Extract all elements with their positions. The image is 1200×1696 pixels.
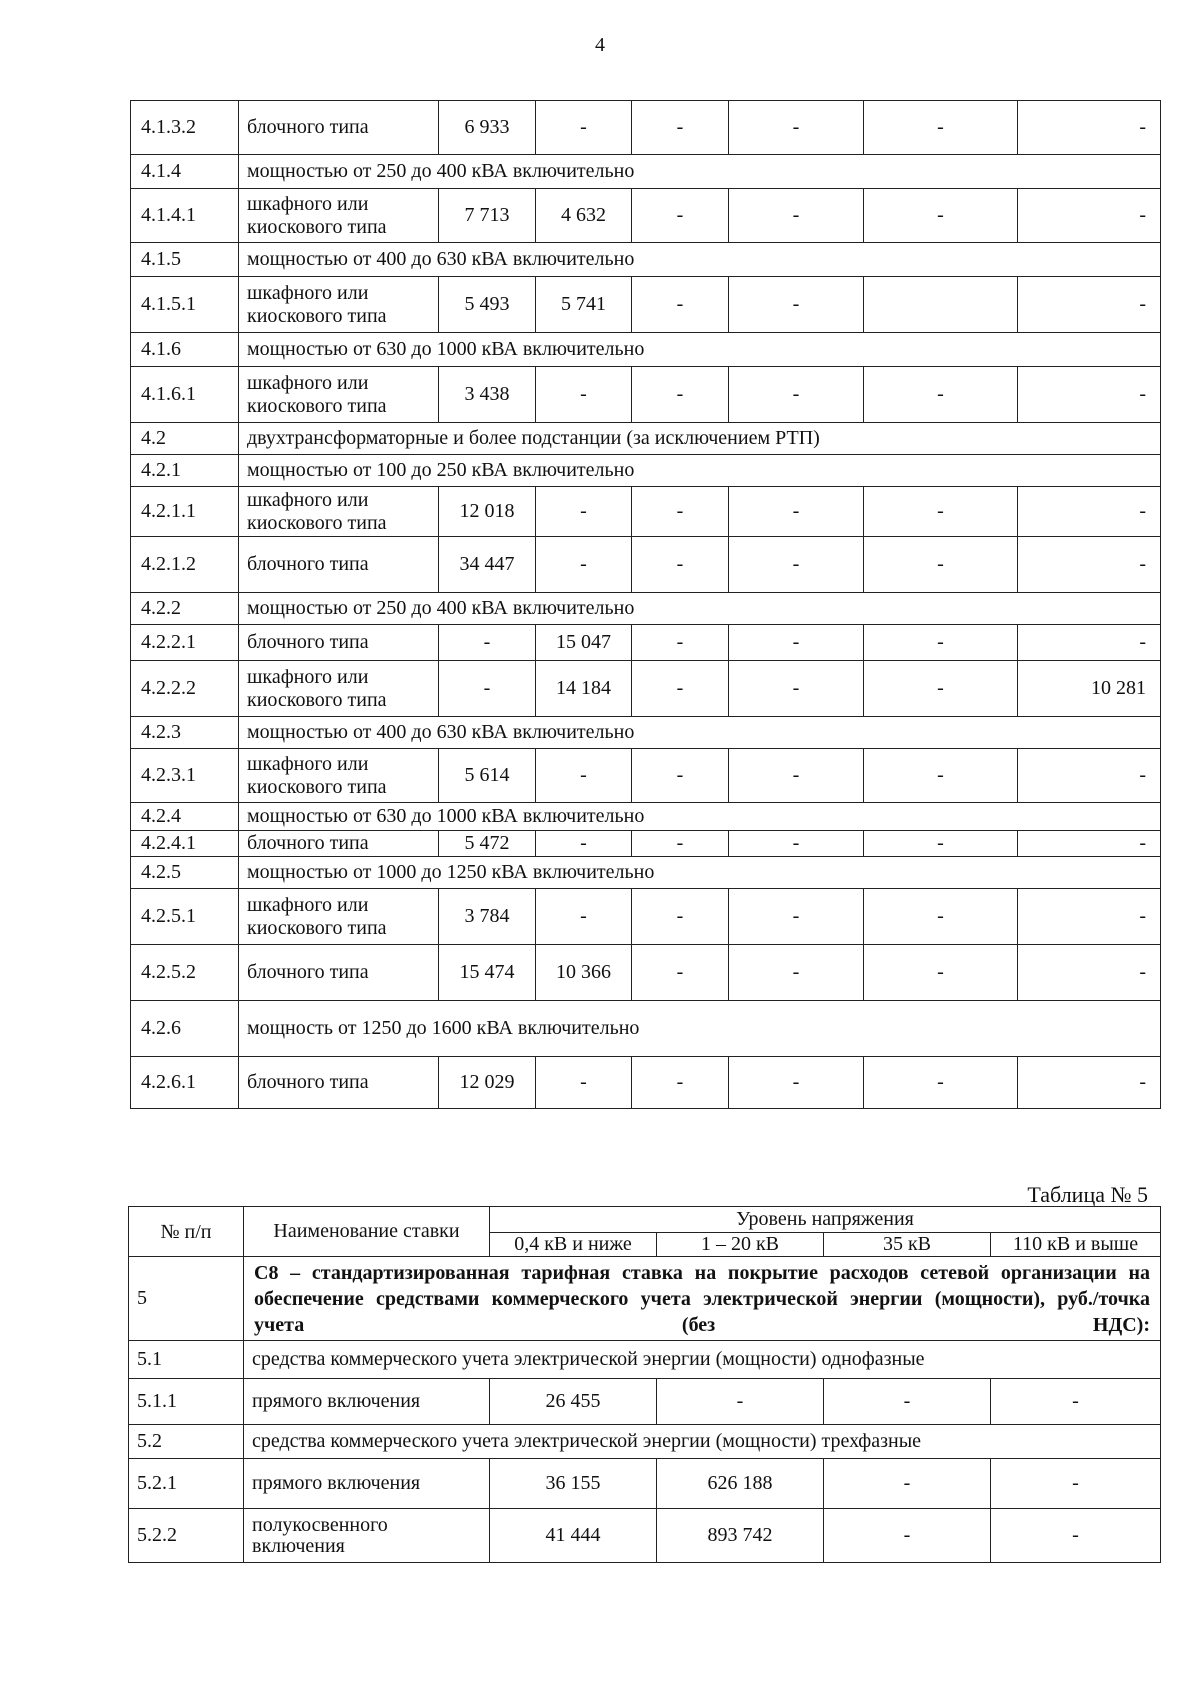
row-code: 4.2.4: [131, 803, 239, 831]
table-row: [131, 945, 1161, 1001]
row-name: блочного типа: [239, 945, 439, 1001]
rate-value: 5 472: [439, 831, 536, 857]
rate-value: -: [1018, 367, 1161, 423]
header-level: 1 – 20 кВ: [657, 1233, 824, 1257]
row-code: 4.2.6: [131, 1001, 239, 1057]
header-rate-name: Наименование ставки: [244, 1207, 490, 1257]
rate-description: С8 – стандартизированная тарифная ставка на покрытие расходов сетевой организации на обеспечение средствами коммерческого учета электрической энергии (мощности), руб./точка учета (без НДС):: [244, 1257, 1161, 1341]
rate-value: -: [729, 945, 864, 1001]
rate-value: -: [1018, 749, 1161, 803]
table-row: [129, 1379, 1161, 1425]
section-row: [131, 243, 1161, 277]
table-row: [131, 189, 1161, 243]
rate-value: -: [632, 537, 729, 593]
section-row: [131, 593, 1161, 625]
rate-value: -: [632, 625, 729, 661]
table-row: [131, 749, 1161, 803]
rate-value: -: [729, 831, 864, 857]
table-row: [131, 277, 1161, 333]
rate-value: -: [1018, 189, 1161, 243]
row-name: шкафного или киоскового типа: [239, 487, 439, 537]
table-row: [131, 831, 1161, 857]
rate-value: -: [632, 749, 729, 803]
row-code: 4.1.5.1: [131, 277, 239, 333]
rate-value: -: [864, 889, 1018, 945]
rate-value: 26 455: [490, 1379, 657, 1425]
row-name: блочного типа: [239, 831, 439, 857]
rate-value: -: [536, 749, 632, 803]
rate-value: -: [991, 1509, 1161, 1563]
rate-value: -: [864, 625, 1018, 661]
section-title: средства коммерческого учета электрической энергии (мощности) однофазные: [244, 1341, 1161, 1379]
section-row: [131, 803, 1161, 831]
row-name: блочного типа: [239, 101, 439, 155]
row-code: 4.2: [131, 423, 239, 455]
header-number-label: № п/п: [160, 1220, 212, 1243]
rate-value: -: [632, 945, 729, 1001]
section-title: мощностью от 400 до 630 кВА включительно: [239, 717, 1161, 749]
row-name: прямого включения: [244, 1379, 490, 1425]
row-code: 5.2.1: [129, 1459, 244, 1509]
rate-value: -: [864, 189, 1018, 243]
rate-value: -: [864, 1057, 1018, 1109]
rate-value: -: [729, 367, 864, 423]
table-row: [129, 1509, 1161, 1563]
row-code: 4.2.4.1: [131, 831, 239, 857]
rate-value: -: [864, 367, 1018, 423]
row-code: 4.2.1.2: [131, 537, 239, 593]
page-number: 4: [595, 34, 605, 56]
section-title: средства коммерческого учета электрической энергии (мощности) трехфазные: [244, 1425, 1161, 1459]
rate-value: -: [729, 1057, 864, 1109]
section-row: [131, 1001, 1161, 1057]
row-name: блочного типа: [239, 1057, 439, 1109]
section-row: [131, 455, 1161, 487]
section-row: [129, 1341, 1161, 1379]
rate-value: -: [632, 889, 729, 945]
rate-value: -: [991, 1459, 1161, 1509]
rate-value: -: [864, 101, 1018, 155]
row-code: 4.2.2.1: [131, 625, 239, 661]
table-row: [131, 625, 1161, 661]
meter-rate-table: [128, 1206, 1161, 1563]
section-row: [131, 333, 1161, 367]
rate-value: -: [864, 945, 1018, 1001]
row-code: 5.1.1: [129, 1379, 244, 1425]
section-title: мощностью от 250 до 400 кВА включительно: [239, 593, 1161, 625]
row-name: шкафного или киоскового типа: [239, 889, 439, 945]
rate-value: -: [824, 1509, 991, 1563]
rate-value: 36 155: [490, 1459, 657, 1509]
rate-value: -: [729, 101, 864, 155]
rate-value: -: [824, 1379, 991, 1425]
section-title: двухтрансформаторные и более подстанции (за исключением РТП): [239, 423, 1161, 455]
rate-value: -: [632, 101, 729, 155]
header-voltage-level: Уровень напряжения: [490, 1207, 1161, 1233]
section-row: [131, 423, 1161, 455]
header-level: 35 кВ: [824, 1233, 991, 1257]
rate-value: -: [632, 1057, 729, 1109]
rate-value: -: [729, 749, 864, 803]
row-name: прямого включения: [244, 1459, 490, 1509]
rate-value: -: [864, 749, 1018, 803]
rate-value: [864, 277, 1018, 333]
rate-value: 7 713: [439, 189, 536, 243]
rate-value: 10 281: [1018, 661, 1161, 717]
table-row: [131, 1057, 1161, 1109]
row-code: 4.2.3: [131, 717, 239, 749]
rate-value: -: [1018, 537, 1161, 593]
rate-value: -: [536, 831, 632, 857]
section-title: мощностью от 250 до 400 кВА включительно: [239, 155, 1161, 189]
rate-value: 893 742: [657, 1509, 824, 1563]
rate-value: -: [991, 1379, 1161, 1425]
rate-value: 4 632: [536, 189, 632, 243]
section-title: мощность от 1250 до 1600 кВА включительно: [239, 1001, 1161, 1057]
table-row: [131, 661, 1161, 717]
section-row: [129, 1425, 1161, 1459]
table-row: [131, 537, 1161, 593]
rate-value: -: [632, 367, 729, 423]
header-level: 0,4 кВ и ниже: [490, 1233, 657, 1257]
row-code: 4.2.5.2: [131, 945, 239, 1001]
row-code: 4.2.6.1: [131, 1057, 239, 1109]
table-row: [131, 101, 1161, 155]
rate-value: 41 444: [490, 1509, 657, 1563]
rate-value: -: [536, 537, 632, 593]
rate-value: 6 933: [439, 101, 536, 155]
rate-value: -: [1018, 831, 1161, 857]
section-title: мощностью от 1000 до 1250 кВА включительно: [239, 857, 1161, 889]
table-row: [131, 367, 1161, 423]
table-row: [129, 1459, 1161, 1509]
rate-value: -: [1018, 625, 1161, 661]
row-code: 5.2: [129, 1425, 244, 1459]
row-code: 5.1: [129, 1341, 244, 1379]
rate-value: 626 188: [657, 1459, 824, 1509]
rate-value: -: [729, 661, 864, 717]
rate-value: -: [536, 1057, 632, 1109]
row-code: 4.2.2.2: [131, 661, 239, 717]
rate-value: 14 184: [536, 661, 632, 717]
rate-value: -: [1018, 487, 1161, 537]
row-name: шкафного или киоскового типа: [239, 277, 439, 333]
row-code: 4.2.1.1: [131, 487, 239, 537]
rate-value: 3 438: [439, 367, 536, 423]
row-name: шкафного или киоскового типа: [239, 661, 439, 717]
row-code: 5.2.2: [129, 1509, 244, 1563]
rate-value: 5 741: [536, 277, 632, 333]
row-code: 4.1.6: [131, 333, 239, 367]
rate-value: -: [729, 189, 864, 243]
rate-value: -: [439, 661, 536, 717]
rate-value: -: [1018, 277, 1161, 333]
rate-value: -: [632, 189, 729, 243]
row-code: 4.2.1: [131, 455, 239, 487]
row-code: 5: [129, 1257, 244, 1341]
tariff-table-continued: [130, 100, 1161, 1109]
rate-value: -: [439, 625, 536, 661]
table-caption: Таблица № 5: [1027, 1182, 1148, 1207]
rate-value: 10 366: [536, 945, 632, 1001]
row-name: шкафного или киоскового типа: [239, 749, 439, 803]
section-title: мощностью от 100 до 250 кВА включительно: [239, 455, 1161, 487]
rate-value: 12 018: [439, 487, 536, 537]
row-code: 4.2.5: [131, 857, 239, 889]
rate-value: -: [864, 537, 1018, 593]
rate-value: -: [536, 889, 632, 945]
rate-value: -: [536, 367, 632, 423]
header-row-number: [129, 1207, 244, 1257]
row-code: 4.2.3.1: [131, 749, 239, 803]
rate-value: -: [632, 661, 729, 717]
rate-value: 5 493: [439, 277, 536, 333]
rate-value: -: [729, 889, 864, 945]
rate-value: 3 784: [439, 889, 536, 945]
rate-value: -: [729, 625, 864, 661]
section-title: мощностью от 400 до 630 кВА включительно: [239, 243, 1161, 277]
section-row: [129, 1257, 1161, 1341]
rate-value: -: [864, 661, 1018, 717]
rate-value: -: [632, 487, 729, 537]
rate-value: -: [864, 487, 1018, 537]
row-name: полукосвенного включения: [244, 1509, 490, 1563]
row-code: 4.1.6.1: [131, 367, 239, 423]
rate-value: -: [824, 1459, 991, 1509]
rate-value: -: [657, 1379, 824, 1425]
rate-value: 15 474: [439, 945, 536, 1001]
row-code: 4.2.5.1: [131, 889, 239, 945]
row-name: шкафного или киоскового типа: [239, 189, 439, 243]
rate-value: -: [1018, 1057, 1161, 1109]
rate-value: -: [536, 487, 632, 537]
section-row: [131, 857, 1161, 889]
row-code: 4.1.4: [131, 155, 239, 189]
rate-value: -: [729, 537, 864, 593]
rate-value: -: [1018, 889, 1161, 945]
table-row: [131, 487, 1161, 537]
rate-value: -: [729, 487, 864, 537]
row-name: шкафного или киоскового типа: [239, 367, 439, 423]
table-row: [131, 889, 1161, 945]
rate-value: 15 047: [536, 625, 632, 661]
row-code: 4.1.3.2: [131, 101, 239, 155]
rate-value: -: [864, 831, 1018, 857]
section-title: мощностью от 630 до 1000 кВА включительно: [239, 333, 1161, 367]
rate-value: -: [536, 101, 632, 155]
section-title: мощностью от 630 до 1000 кВА включительно: [239, 803, 1161, 831]
rate-value: 5 614: [439, 749, 536, 803]
rate-value: 34 447: [439, 537, 536, 593]
row-code: 4.1.5: [131, 243, 239, 277]
row-code: 4.1.4.1: [131, 189, 239, 243]
row-code: 4.2.2: [131, 593, 239, 625]
section-row: [131, 717, 1161, 749]
rate-value: 12 029: [439, 1057, 536, 1109]
header-level: 110 кВ и выше: [991, 1233, 1161, 1257]
rate-value: -: [729, 277, 864, 333]
rate-value: -: [1018, 101, 1161, 155]
row-name: блочного типа: [239, 537, 439, 593]
rate-value: -: [632, 277, 729, 333]
rate-value: -: [1018, 945, 1161, 1001]
section-row: [131, 155, 1161, 189]
rate-value: -: [632, 831, 729, 857]
row-name: блочного типа: [239, 625, 439, 661]
